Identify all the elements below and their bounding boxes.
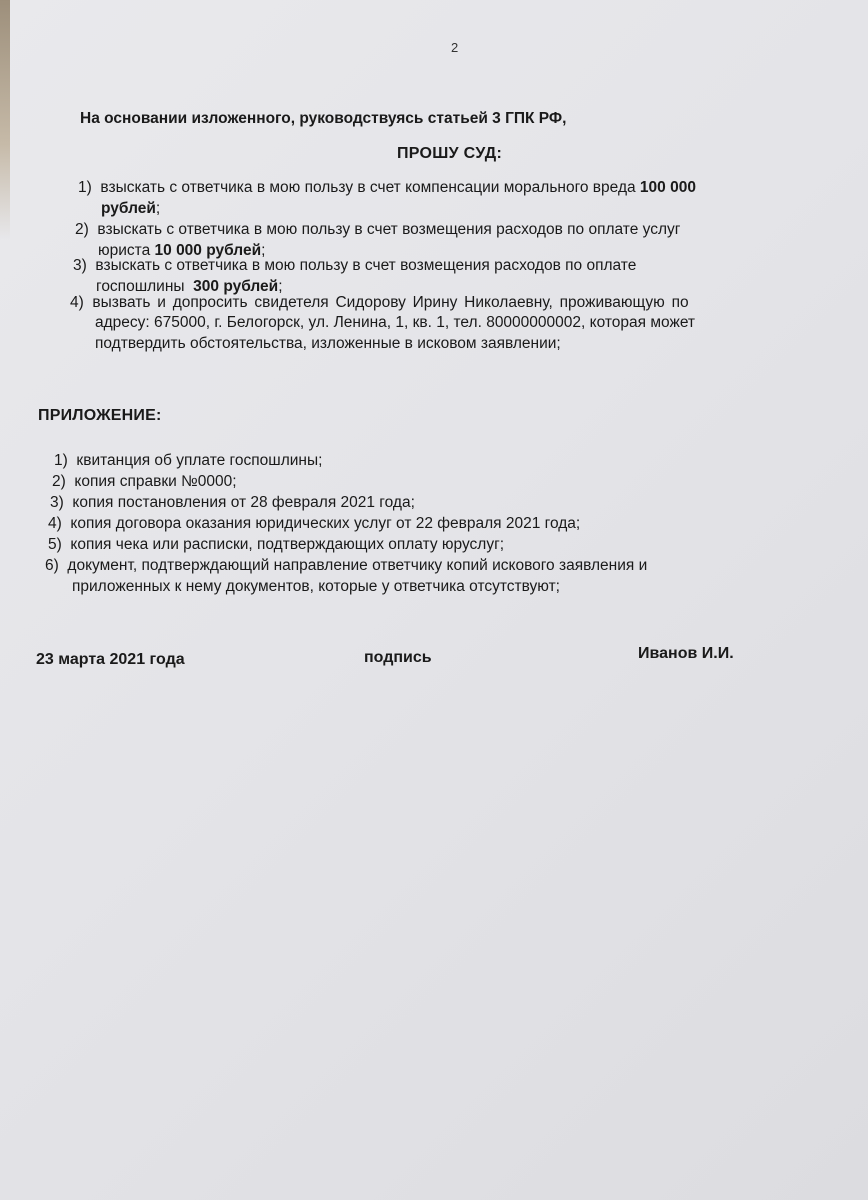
request-text: юриста (98, 242, 155, 259)
attachment-text: квитанция об уплате госпошлины; (76, 452, 323, 469)
attachment-item (50, 492, 415, 513)
attachment-item (54, 450, 322, 471)
attachment-number: 5) (48, 536, 62, 553)
request-punct: ; (278, 278, 283, 295)
request-text: взыскать с ответчика в мою пользу в счет компенсации морального вреда (100, 179, 640, 196)
request-text: вызвать и допросить свидетеля Сидорову Ирину Николаевну, проживающую по (92, 294, 689, 311)
attachment-item (52, 471, 237, 492)
request-amount: 300 рублей (193, 278, 279, 295)
page-number: 2 (451, 40, 459, 55)
attachment-number: 2) (52, 473, 66, 490)
request-amount: 10 000 рублей (154, 242, 262, 259)
attachment-number: 4) (48, 515, 62, 532)
request-number: 3) (73, 257, 87, 274)
request-punct: ; (261, 242, 266, 259)
request-text: взыскать с ответчика в мою пользу в счет возмещения расходов по оплате услуг (97, 221, 681, 238)
attachment-text: копия договора оказания юридических услуг от 22 февраля 2021 года; (70, 515, 581, 532)
attachment-item (48, 513, 580, 534)
attachment-item (48, 534, 504, 555)
request-title: ПРОШУ СУД: (397, 145, 503, 162)
attachment-number: 1) (54, 452, 68, 469)
attachment-item (45, 555, 647, 576)
request-item (75, 219, 680, 240)
attachment-text: документ, подтверждающий направление ответчику копий искового заявления и (67, 557, 648, 574)
signer-name: Иванов И.И. (638, 645, 734, 662)
attachment-text: копия постановления от 28 февраля 2021 года; (72, 494, 415, 511)
request-text: адресу: 675000, г. Белогорск, ул. Ленина, 1, кв. 1, тел. 80000000002, которая может (95, 314, 696, 331)
attachment-text: приложенных к нему документов, которые у ответчика отсутствуют; (72, 578, 560, 595)
request-punct: ; (155, 200, 161, 217)
request-text: взыскать с ответчика в мою пользу в счет возмещения расходов по оплате (95, 257, 637, 274)
request-number: 2) (75, 221, 89, 238)
attachment-number: 3) (50, 494, 64, 511)
document-date: 23 марта 2021 года (36, 651, 185, 668)
request-item (73, 255, 636, 276)
request-item-continuation (95, 333, 561, 354)
request-text: подтвердить обстоятельства, изложенные в исковом заявлении; (95, 335, 561, 352)
attachments-title: ПРИЛОЖЕНИЕ: (38, 407, 162, 424)
request-item (70, 292, 689, 313)
request-number: 4) (70, 294, 84, 311)
attachment-text: копия справки №0000; (74, 473, 237, 490)
attachment-item-continuation (72, 576, 560, 597)
request-item (78, 177, 696, 198)
request-number: 1) (78, 179, 92, 196)
table-background (0, 0, 10, 240)
request-amount: рублей (101, 200, 156, 217)
attachment-text: копия чека или расписки, подтверждающих оплату юруслуг; (70, 536, 505, 553)
request-amount: 100 000 (639, 179, 696, 196)
request-item-continuation (95, 312, 695, 333)
signature-label: подпись (364, 649, 432, 666)
request-text: госпошлины (96, 278, 194, 295)
attachment-number: 6) (45, 557, 59, 574)
intro-paragraph: На основании изложенного, руководствуясь статьей 3 ГПК РФ, (80, 110, 567, 127)
request-item-continuation (101, 198, 160, 219)
